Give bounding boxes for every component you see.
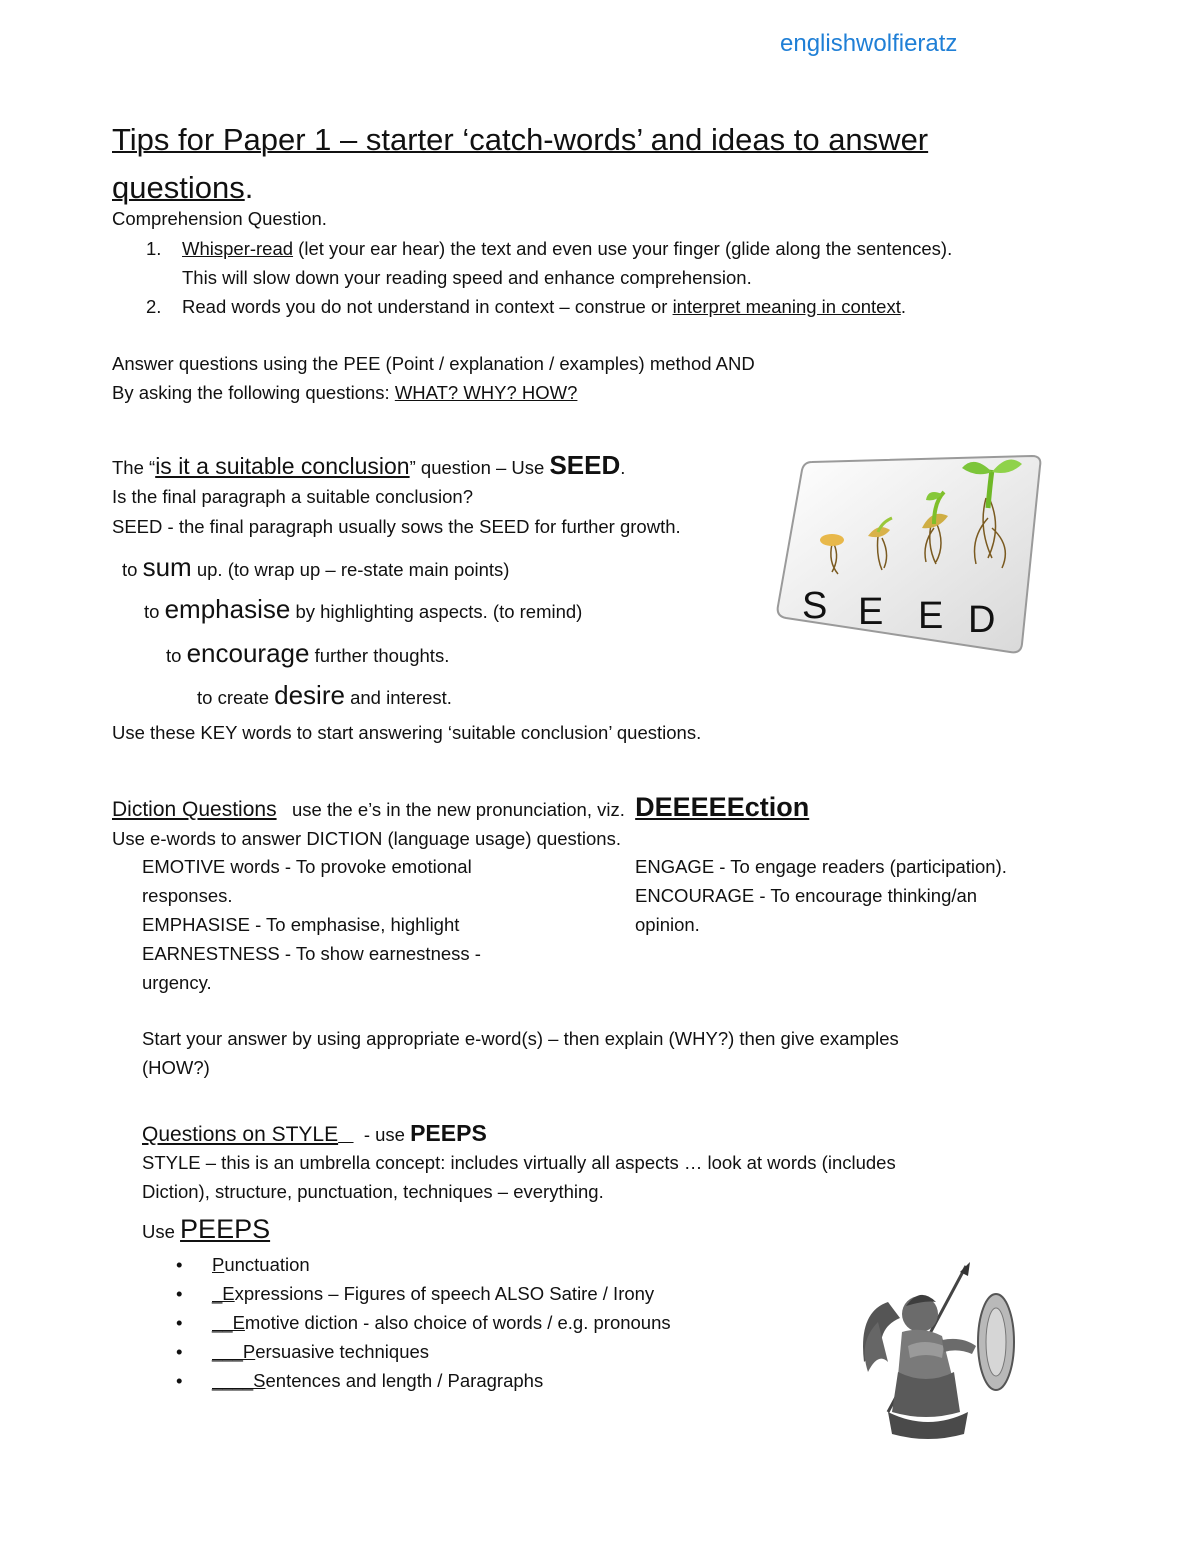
diction-heading-line: Diction Questions use the e’s in the new pronunciation, viz. DEEEEEction <box>112 792 810 822</box>
conclusion-heading: The “is it a suitable conclusion” question – Use SEED. <box>112 450 626 480</box>
questions-line: By asking the following questions: WHAT? WHY? HOW? <box>112 382 578 403</box>
comprehension-item-1-number: 1. <box>146 238 162 259</box>
seed-letter-e-1: E <box>858 591 884 633</box>
list-item: • __Emotive diction - also choice of words / e.g. pronouns <box>212 1312 671 1341</box>
diction-left-5: urgency. <box>142 972 212 993</box>
comprehension-heading: Comprehension Question. <box>112 208 327 229</box>
warrior-image <box>848 1262 1020 1442</box>
pee-method-line: Answer questions using the PEE (Point / explanation / examples) method AND <box>112 353 755 374</box>
seed-definition: SEED - the final paragraph usually sows the SEED for further growth. <box>112 516 681 537</box>
diction-right-2: ENCOURAGE - To encourage thinking/an <box>635 885 978 906</box>
seed-sum-line: to sum up. (to wrap up – re-state main points) <box>122 552 510 582</box>
seed-encourage-line: to encourage further thoughts. <box>166 638 450 668</box>
comprehension-item-2-number: 2. <box>146 296 162 317</box>
seed-letter-e-2: E <box>918 595 944 637</box>
style-heading-line: Questions on STYLE - use PEEPS <box>142 1120 487 1146</box>
conclusion-closing: Use these KEY words to start answering ‘suitable conclusion’ questions. <box>112 722 702 743</box>
seed-letter-d: D <box>968 599 996 641</box>
peeps-list <box>212 1254 671 1399</box>
list-item: • ___Persuasive techniques <box>212 1341 671 1370</box>
use-peeps-line: Use PEEPS <box>142 1214 271 1244</box>
conclusion-question: Is the final paragraph a suitable conclusion? <box>112 486 473 507</box>
comprehension-item-1-line-2: This will slow down your reading speed and enhance comprehension. <box>182 267 752 288</box>
diction-intro: Use e-words to answer DICTION (language usage) questions. <box>112 828 621 849</box>
diction-left-3: EMPHASISE - To emphasise, highlight <box>142 914 460 935</box>
diction-right-1: ENGAGE - To engage readers (participation). <box>635 856 1007 877</box>
diction-right-3: opinion. <box>635 914 700 935</box>
comprehension-item-2: Read words you do not understand in context – construe or interpret meaning in context. <box>182 296 906 317</box>
style-definition-1: STYLE – this is an umbrella concept: includes virtually all aspects … look at words (includes <box>142 1152 896 1173</box>
style-definition-2: Diction), structure, punctuation, techniques – everything. <box>142 1181 604 1202</box>
seed-sprouts-image <box>772 448 1044 658</box>
comprehension-item-1: Whisper-read (let your ear hear) the text and even use your finger (glide along the sentences). <box>182 238 953 259</box>
list-item: • ____Sentences and length / Paragraphs <box>212 1370 671 1399</box>
seed-letter-s: S <box>802 585 828 627</box>
seed-emphasise-line: to emphasise by highlighting aspects. (to remind) <box>144 594 583 624</box>
diction-start-line-1: Start your answer by using appropriate e-word(s) – then explain (WHY?) then give examples <box>142 1028 899 1049</box>
diction-left-1: EMOTIVE words - To provoke emotional <box>142 856 472 877</box>
list-item: • Punctuation <box>212 1254 671 1283</box>
diction-start-line-2: (HOW?) <box>142 1057 210 1078</box>
watermark: englishwolfieratz <box>780 30 958 57</box>
page-title: Tips for Paper 1 – starter ‘catch-words’ and ideas to answer questions. <box>112 122 929 205</box>
seed-desire-line: to create desire and interest. <box>197 680 452 710</box>
list-item: • _Expressions – Figures of speech ALSO Satire / Irony <box>212 1283 671 1312</box>
diction-left-4: EARNESTNESS - To show earnestness - <box>142 943 481 964</box>
diction-left-2: responses. <box>142 885 233 906</box>
